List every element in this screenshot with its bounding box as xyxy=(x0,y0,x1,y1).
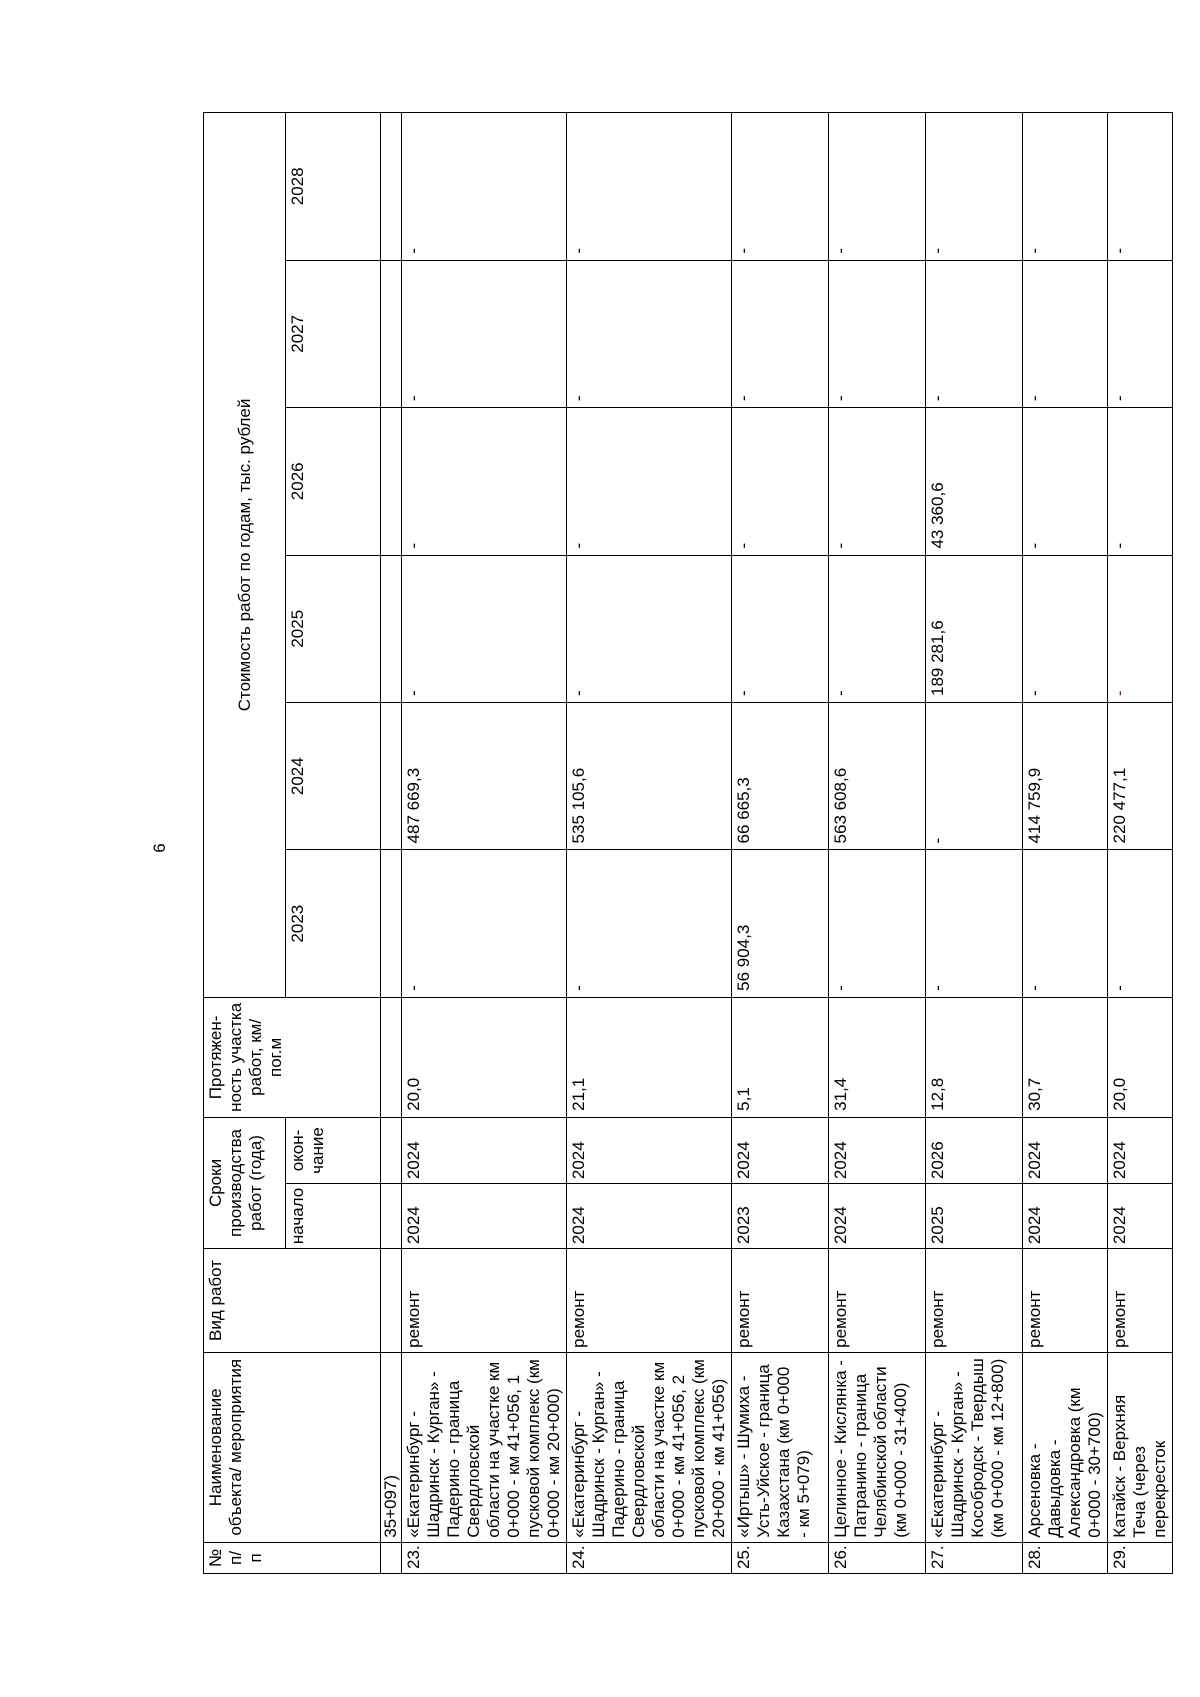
cost-2028: - xyxy=(567,113,732,261)
cost-2027: - xyxy=(1023,260,1108,407)
row-number: 28. xyxy=(1023,1542,1108,1573)
cost-2025: - xyxy=(1108,555,1173,702)
cost-2023: - xyxy=(402,850,567,997)
cost-2024: 535 105,6 xyxy=(567,702,732,849)
object-name: «Екатеринбург - Шадринск - Курган» - Кособродск - Твердыш (км 0+000 - км 12+800) xyxy=(926,1352,1023,1542)
work-type: ремонт xyxy=(567,1249,732,1353)
cost-2023: 56 904,3 xyxy=(732,850,829,997)
cost-2023: - xyxy=(829,850,926,997)
cost-2027: - xyxy=(829,260,926,407)
row-number: 26. xyxy=(829,1542,926,1573)
cost-2027: - xyxy=(402,260,567,407)
cost-2024: 66 665,3 xyxy=(732,702,829,849)
end-year: 2024 xyxy=(829,1117,926,1183)
cost-2025: 189 281,6 xyxy=(926,555,1023,702)
cost-2026: - xyxy=(732,408,829,555)
cost-2025: - xyxy=(829,555,926,702)
object-name: «Иртыш» - Шумиха - Усть-Уйское - граница Казахстана (км 0+000 - км 5+079) xyxy=(732,1352,829,1542)
section-length: 20,0 xyxy=(1108,997,1173,1117)
row-number: 24. xyxy=(567,1542,732,1573)
header-year-2026: 2026 xyxy=(286,408,381,555)
section-length: 12,8 xyxy=(926,997,1023,1117)
cost-2028: - xyxy=(732,113,829,261)
header-object-name: Наименование объекта/ мероприятия xyxy=(204,1352,381,1542)
start-year: 2024 xyxy=(1023,1184,1108,1249)
table-row xyxy=(926,113,1023,1574)
cost-2028: - xyxy=(402,113,567,261)
cost-2025: - xyxy=(732,555,829,702)
cost-2024: - xyxy=(926,702,1023,849)
table-row xyxy=(402,113,567,1574)
cost-2026: - xyxy=(1108,408,1173,555)
start-year: 2024 xyxy=(829,1184,926,1249)
page-number: 6 xyxy=(150,843,169,853)
header-cost-by-years: Стоимость работ по годам, тыс. рублей xyxy=(204,113,286,998)
header-row-1 xyxy=(204,113,286,1574)
cost-2023: - xyxy=(1023,850,1108,997)
header-year-2025: 2025 xyxy=(286,555,381,702)
cost-2024: 487 669,3 xyxy=(402,702,567,849)
header-work-type: Вид работ xyxy=(204,1249,381,1353)
cost-2023: - xyxy=(567,850,732,997)
section-length: 31,4 xyxy=(829,997,926,1117)
header-length: Протяжен-ность участка работ, км/пог.м xyxy=(204,997,381,1117)
table-row xyxy=(1023,113,1108,1574)
cost-2028: - xyxy=(926,113,1023,261)
header-year-2024: 2024 xyxy=(286,702,381,849)
cost-2025: - xyxy=(1023,555,1108,702)
cost-2025: - xyxy=(402,555,567,702)
cost-2027: - xyxy=(567,260,732,407)
header-start: начало xyxy=(286,1184,381,1249)
header-work-terms: Сроки производства работ (года) xyxy=(204,1117,286,1248)
cost-2023: - xyxy=(1108,850,1173,997)
cost-2027: - xyxy=(1108,260,1173,407)
header-year-2028: 2028 xyxy=(286,113,381,261)
start-year: 2025 xyxy=(926,1184,1023,1249)
object-name: «Екатеринбург - Шадринск - Курган» - Падерино - граница Свердловской области на участке км 0+000 - км 41+056, 1 пусковой комплекс (км 0+000 - км 20+000) xyxy=(402,1352,567,1542)
work-type: ремонт xyxy=(1108,1249,1173,1353)
table-row xyxy=(732,113,829,1574)
cost-2028: - xyxy=(1023,113,1108,261)
end-year: 2024 xyxy=(1023,1117,1108,1183)
end-year: 2024 xyxy=(1108,1117,1173,1183)
works-cost-table xyxy=(203,112,1173,1574)
header-year-2027: 2027 xyxy=(286,260,381,407)
row-number: 25. xyxy=(732,1542,829,1573)
table-container xyxy=(203,112,1169,1574)
cost-2028: - xyxy=(829,113,926,261)
object-name: Целинное - Кислянка - Патранино - граница Челябинской области (км 0+000 - 31+400) xyxy=(829,1352,926,1542)
cost-2026: - xyxy=(1023,408,1108,555)
cost-2026: - xyxy=(829,408,926,555)
start-year: 2023 xyxy=(732,1184,829,1249)
header-number: № п/п xyxy=(204,1542,381,1573)
rotated-table-area xyxy=(203,112,1169,1574)
continuation-row xyxy=(381,113,402,1574)
cost-2023: - xyxy=(926,850,1023,997)
cost-2027: - xyxy=(732,260,829,407)
work-type: ремонт xyxy=(732,1249,829,1353)
end-year: 2026 xyxy=(926,1117,1023,1183)
start-year: 2024 xyxy=(567,1184,732,1249)
header-year-2023: 2023 xyxy=(286,850,381,997)
cost-2025: - xyxy=(567,555,732,702)
end-year: 2024 xyxy=(732,1117,829,1183)
cost-2026: - xyxy=(567,408,732,555)
continuation-text: 35+097) xyxy=(381,1352,402,1542)
cost-2024: 414 759,9 xyxy=(1023,702,1108,849)
table-row xyxy=(1108,113,1173,1574)
start-year: 2024 xyxy=(402,1184,567,1249)
section-length: 21,1 xyxy=(567,997,732,1117)
header-end: окон-чание xyxy=(286,1117,381,1183)
work-type: ремонт xyxy=(829,1249,926,1353)
cost-2026: - xyxy=(402,408,567,555)
section-length: 20,0 xyxy=(402,997,567,1117)
cost-2027: - xyxy=(926,260,1023,407)
row-number: 27. xyxy=(926,1542,1023,1573)
work-type: ремонт xyxy=(1023,1249,1108,1353)
object-name: «Екатеринбург - Шадринск - Курган» - Падерино - граница Свердловской области на участке км 0+000 - км 41+056, 2 пусковой комплекс (км 20+000 - км 41+056) xyxy=(567,1352,732,1542)
cost-2028: - xyxy=(1108,113,1173,261)
row-number: 23. xyxy=(402,1542,567,1573)
start-year: 2024 xyxy=(1108,1184,1173,1249)
section-length: 30,7 xyxy=(1023,997,1108,1117)
table-row xyxy=(567,113,732,1574)
work-type: ремонт xyxy=(402,1249,567,1353)
cost-2024: 563 608,6 xyxy=(829,702,926,849)
end-year: 2024 xyxy=(567,1117,732,1183)
end-year: 2024 xyxy=(402,1117,567,1183)
object-name: Катайск - Верхняя Теча (через перекресток xyxy=(1108,1352,1173,1542)
section-length: 5,1 xyxy=(732,997,829,1117)
cost-2026: 43 360,6 xyxy=(926,408,1023,555)
table-row xyxy=(829,113,926,1574)
work-type: ремонт xyxy=(926,1249,1023,1353)
cost-2024: 220 477,1 xyxy=(1108,702,1173,849)
row-number: 29. xyxy=(1108,1542,1173,1573)
object-name: Арсеновка - Давыдовка - Александровка (км 0+000 - 30+700) xyxy=(1023,1352,1108,1542)
